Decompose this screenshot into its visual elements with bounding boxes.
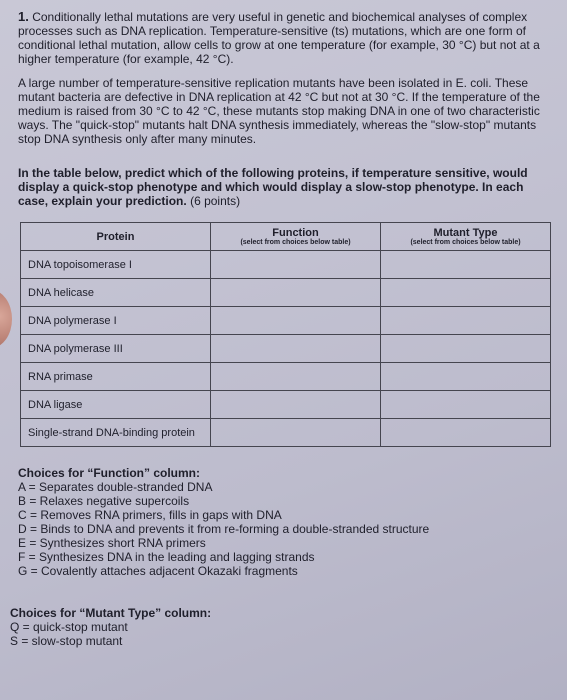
question-instruction (18, 166, 553, 208)
mutant-choices-heading: Choices for “Mutant Type” column: (10, 606, 212, 620)
choice-item: F = Synthesizes DNA in the leading and lagging strands (18, 550, 315, 564)
function-answer-cell[interactable] (211, 307, 381, 335)
function-answer-cell[interactable] (211, 363, 381, 391)
choice-item: A = Separates double-stranded DNA (18, 480, 213, 494)
protein-cell: DNA polymerase III (21, 335, 211, 363)
points-label: (6 points) (190, 194, 241, 208)
protein-cell: DNA polymerase I (21, 307, 211, 335)
function-choices (18, 466, 429, 578)
choice-item: B = Relaxes negative supercoils (18, 494, 190, 508)
mutant-answer-cell[interactable] (381, 251, 551, 279)
protein-cell: RNA primase (21, 363, 211, 391)
mutant-answer-cell[interactable] (381, 391, 551, 419)
table-row (21, 363, 551, 391)
table-row (21, 419, 551, 447)
header-function: Function (select from choices below table) (211, 223, 381, 251)
table-row (21, 335, 551, 363)
function-choices-heading: Choices for “Function” column: (18, 466, 200, 480)
instruction-text: In the table below, predict which of the following proteins, if temperature sensitive, would display a quick-stop phenotype and which would display a slow-stop phenotype. In each case, explain your prediction. (18, 166, 528, 208)
mutant-answer-cell[interactable] (381, 363, 551, 391)
table-row (21, 279, 551, 307)
function-answer-cell[interactable] (211, 391, 381, 419)
choice-item: S = slow-stop mutant (10, 634, 123, 648)
fingertip-photo-artifact (0, 290, 12, 348)
function-answer-cell[interactable] (211, 251, 381, 279)
question-number: 1. (18, 9, 29, 24)
function-answer-cell[interactable] (211, 335, 381, 363)
question-intro-text: Conditionally lethal mutations are very useful in genetic and biochemical analyses of complex processes such as DNA replication. Temperature-sensitive (ts) mutations, which are one form of conditional lethal mutation, allow cells to grow at one temperature (for example, 30 °C) but not at a higher temperature (for example, 42 °C). (18, 10, 540, 66)
choice-item: D = Binds to DNA and prevents it from re-forming a double-stranded structure (18, 522, 430, 536)
mutant-answer-cell[interactable] (381, 335, 551, 363)
prediction-table (20, 222, 551, 447)
protein-cell: DNA topoisomerase I (21, 251, 211, 279)
choice-item: G = Covalently attaches adjacent Okazaki fragments (18, 564, 298, 578)
choice-item: C = Removes RNA primers, fills in gaps with DNA (18, 508, 282, 522)
mutant-choices (10, 606, 211, 648)
table-row (21, 307, 551, 335)
table-row (21, 251, 551, 279)
protein-cell: DNA ligase (21, 391, 211, 419)
table-row (21, 391, 551, 419)
function-answer-cell[interactable] (211, 279, 381, 307)
table-header-row (21, 223, 551, 251)
mutant-answer-cell[interactable] (381, 419, 551, 447)
mutant-answer-cell[interactable] (381, 279, 551, 307)
header-protein: Protein (21, 223, 211, 251)
choice-item: E = Synthesizes short RNA primers (18, 536, 206, 550)
protein-cell: DNA helicase (21, 279, 211, 307)
question-paragraph-2: A large number of temperature-sensitive replication mutants have been isolated in E. coli. These mutant bacteria are defective in DNA replication at 42 °C but not at 30 °C. If the temperature of the medium is raised from 30 °C to 42 °C, these mutants stop making DNA in one of two characteristic ways. The "quick-stop" mutants halt DNA synthesis immediately, whereas the "slow-stop" mutants stop DNA synthesis only after many minutes. (18, 76, 540, 146)
function-answer-cell[interactable] (211, 419, 381, 447)
protein-cell: Single-strand DNA-binding protein (21, 419, 211, 447)
header-mutant-type: Mutant Type (select from choices below table) (381, 223, 551, 251)
question-intro (18, 10, 553, 66)
mutant-answer-cell[interactable] (381, 307, 551, 335)
choice-item: Q = quick-stop mutant (10, 620, 128, 634)
